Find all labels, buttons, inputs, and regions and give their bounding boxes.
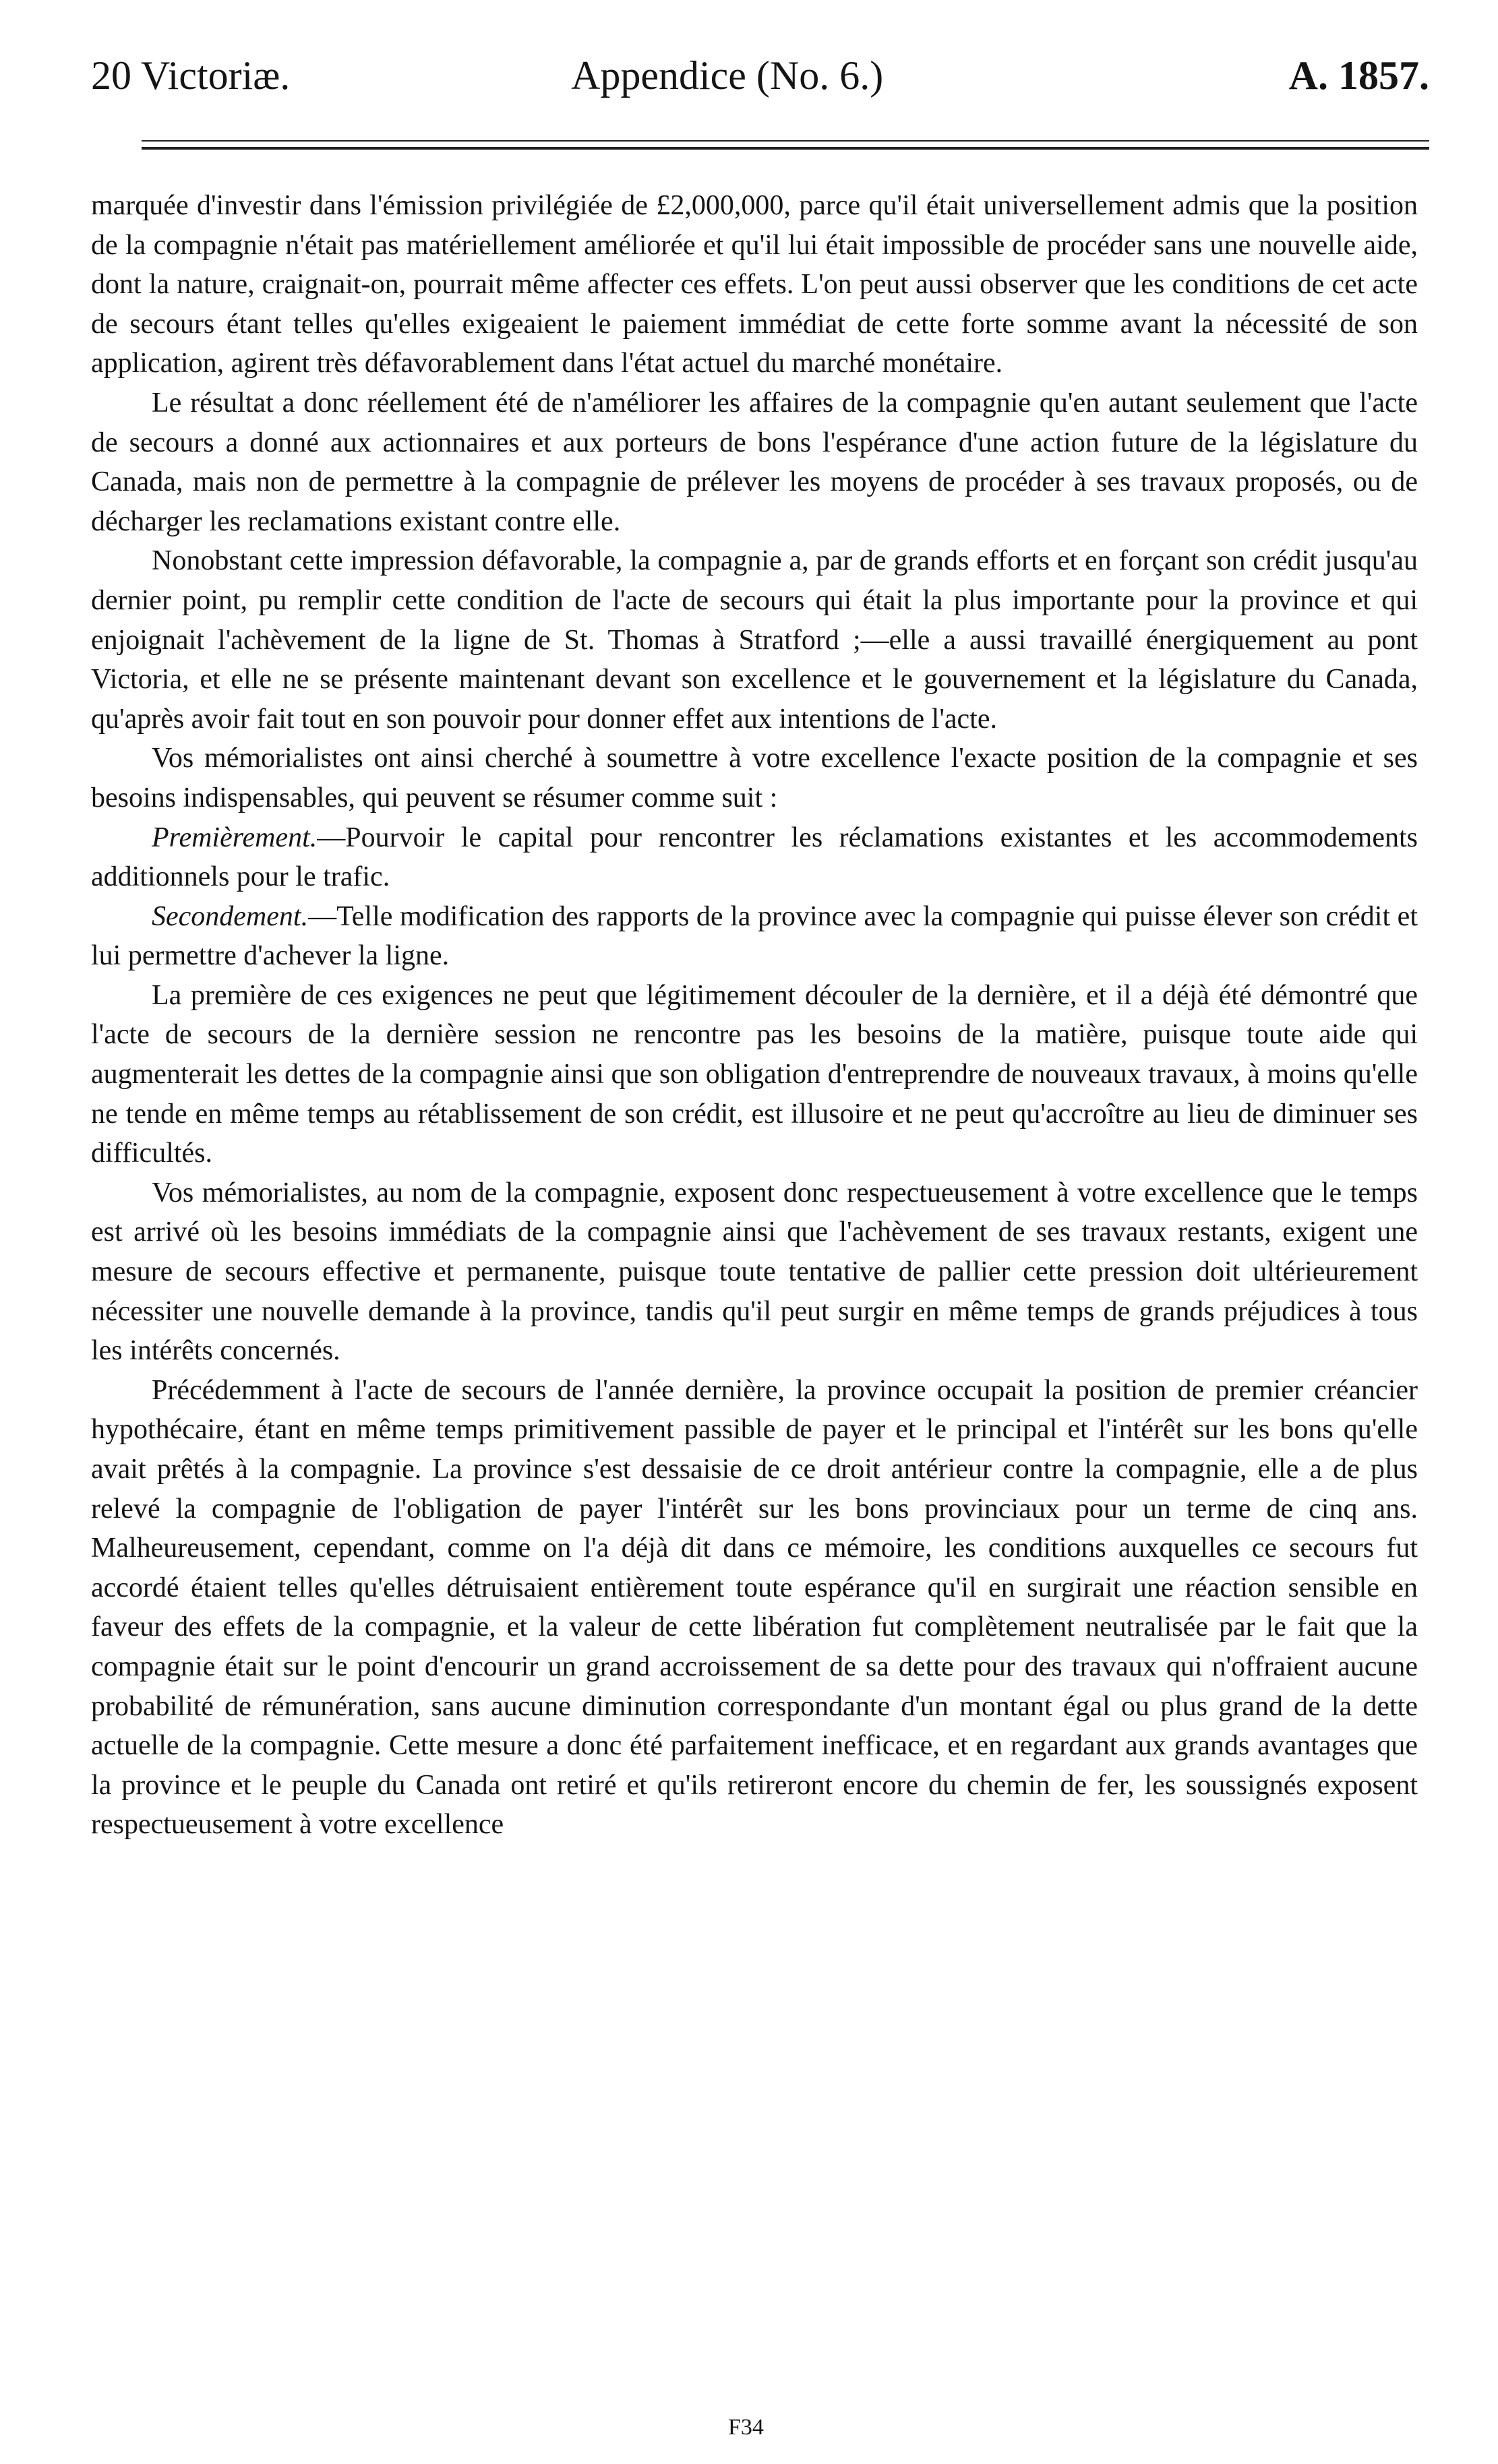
page-header	[91, 42, 1429, 109]
header-session: 20 Victoriæ.	[91, 53, 291, 98]
paragraph-5	[91, 818, 1418, 897]
paragraph-9: Précédemment à l'acte de secours de l'année dernière, la province occupait la position de premier créancier hypothécaire, étant en même temps primitivement passible de payer et le principal et l'intérêt sur les bons qu'elle avait prêtés à la compagnie. La province s'est dessaisie de ce droit antérieur contre la compagnie, elle a de plus relevé la compagnie de l'obligation de payer l'intérêt sur les bons provinciaux pour un terme de cinq ans. Malheureusement, cependant, comme on l'a déjà dit dans ce mémoire, les conditions auxquelles ce secours fut accordé étaient telles qu'elles détruisaient entièrement toute espérance qu'il en surgirait une réaction sensible en faveur des effets de la compagnie, et la valeur de cette libération fut complètement neutralisée par le fait que la compagnie était sur le point d'encourir un grand accroissement de sa dette pour des travaux qui n'offraient aucune probabilité de rémunération, sans aucune diminution correspondante d'un montant égal ou plus grand de la dette actuelle de la compagnie. Cette mesure a donc été parfaitement inefficace, et en regardant aux grands avantages que la province et le peuple du Canada ont retiré et qu'ils retireront encore du chemin de fer, les soussignés exposent respectueusement à votre excellence	[91, 1374, 1418, 1841]
signature-mark: F34	[728, 2415, 764, 2440]
header-appendix: Appendice (No. 6.)	[571, 53, 884, 98]
paragraph-5-label: Premièrement.	[152, 822, 318, 853]
paragraph-4: Vos mémorialistes ont ainsi cherché à soumettre à votre excellence l'exacte position de la compagnie et ses besoins indispensables, qui peuvent se résumer comme suit :	[91, 743, 1418, 813]
paragraph-6-label: Secondement.	[152, 900, 309, 932]
paragraph-6	[91, 897, 1418, 976]
header-rule-thin	[142, 140, 1429, 142]
paragraph-5-text: —Pourvoir le capital pour rencontrer les réclamations existantes et les accommodements additionnels pour le trafic.	[91, 822, 1418, 893]
paragraph-6-text: —Telle modification des rapports de la province avec la compagnie qui puisse élever son crédit et lui permettre d'achever la ligne.	[91, 900, 1418, 972]
header-year: A. 1857.	[1288, 53, 1429, 98]
paragraph-1: marquée d'investir dans l'émission privilégiée de £2,000,000, parce qu'il était universellement admis que la position de la compagnie n'était pas matériellement améliorée et qu'il lui était impossible de procéder sans une nouvelle aide, dont la nature, craignait-on, pourrait même affecter ces effets. L'on peut aussi observer que les conditions de cet acte de secours étant telles qu'elles exigeaient le paiement immédiat de cette forte somme avant la nécessité de son application, agirent très défavorablement dans l'état actuel du marché monétaire.	[91, 190, 1418, 379]
paragraph-2: Le résultat a donc réellement été de n'améliorer les affaires de la compagnie qu'en autant seulement que l'acte de secours a donné aux actionnaires et aux porteurs de bons l'espérance d'une action future de la législature du Canada, mais non de permettre à la compagnie de prélever les moyens de procéder à ses travaux proposés, ou de décharger les reclamations existant contre elle.	[91, 387, 1418, 537]
header-rule-thick	[142, 147, 1429, 150]
body-text	[91, 186, 1418, 1845]
paragraph-8: Vos mémorialistes, au nom de la compagnie, exposent donc respectueusement à votre excellence que le temps est arrivé où les besoins immédiats de la compagnie ainsi que l'achèvement de ses travaux restants, exigent une mesure de secours effective et permanente, puisque toute tentative de pallier cette pression doit ultérieurement nécessiter une nouvelle demande à la province, tandis qu'il peut surgir en même temps de grands préjudices à tous les intérêts concernés.	[91, 1177, 1418, 1367]
paragraph-7: La première de ces exigences ne peut que légitimement découler de la dernière, et il a déjà été démontré que l'acte de secours de la dernière session ne rencontre pas les besoins de la matière, puisque toute aide qui augmenterait les dettes de la compagnie ainsi que son obligation d'entreprendre de nouveaux travaux, à moins qu'elle ne tende en même temps au rétablissement de son crédit, est illusoire et ne peut qu'accroître au lieu de diminuer ses difficultés.	[91, 979, 1418, 1169]
paragraph-3: Nonobstant cette impression défavorable, la compagnie a, par de grands efforts et en forçant son crédit jusqu'au dernier point, pu remplir cette condition de l'acte de secours qui était la plus importante pour la province et qui enjoignait l'achèvement de la ligne de St. Thomas à Stratford ;—elle a aussi travaillé énergiquement au pont Victoria, et elle ne se présente maintenant devant son excellence et le gouvernement et la législature du Canada, qu'après avoir fait tout en son pouvoir pour donner effet aux intentions de l'acte.	[91, 545, 1418, 735]
